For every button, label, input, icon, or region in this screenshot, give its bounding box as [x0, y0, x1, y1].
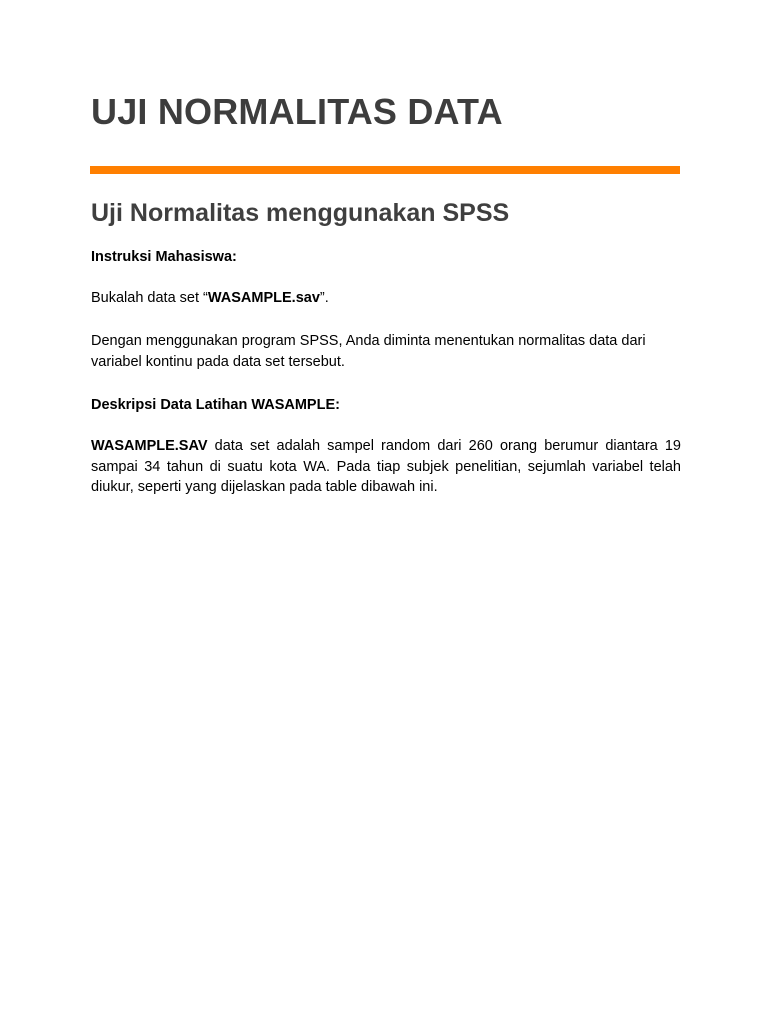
- dataset-filename: WASAMPLE.sav: [207, 290, 320, 306]
- spss-instruction-paragraph: Dengan menggunakan program SPSS, Anda diminta menentukan normalitas data dari variabel kontinu pada data set tersebut.: [91, 333, 646, 370]
- description-text: data set adalah sampel random dari 260 orang berumur diantara 19 sampai 34 tahun di suatu kota WA. Pada tiap subjek penelitian, sejumlah variabel telah diukur, seperti yang dijelaskan pada table dibawah ini.: [91, 438, 681, 495]
- description-dataset-name: WASAMPLE.SAV: [91, 438, 208, 454]
- instructions-label: Instruksi Mahasiswa:: [91, 249, 237, 265]
- open-dataset-paragraph: [91, 288, 681, 309]
- open-dataset-suffix: ”.: [319, 290, 329, 306]
- accent-divider: [90, 166, 680, 174]
- description-label: Deskripsi Data Latihan WASAMPLE:: [91, 397, 340, 413]
- page-title: UJI NORMALITAS DATA: [91, 91, 503, 132]
- description-paragraph: [91, 436, 681, 498]
- open-dataset-prefix: Bukalah data set “: [91, 290, 208, 306]
- section-heading: Uji Normalitas menggunakan SPSS: [91, 199, 510, 227]
